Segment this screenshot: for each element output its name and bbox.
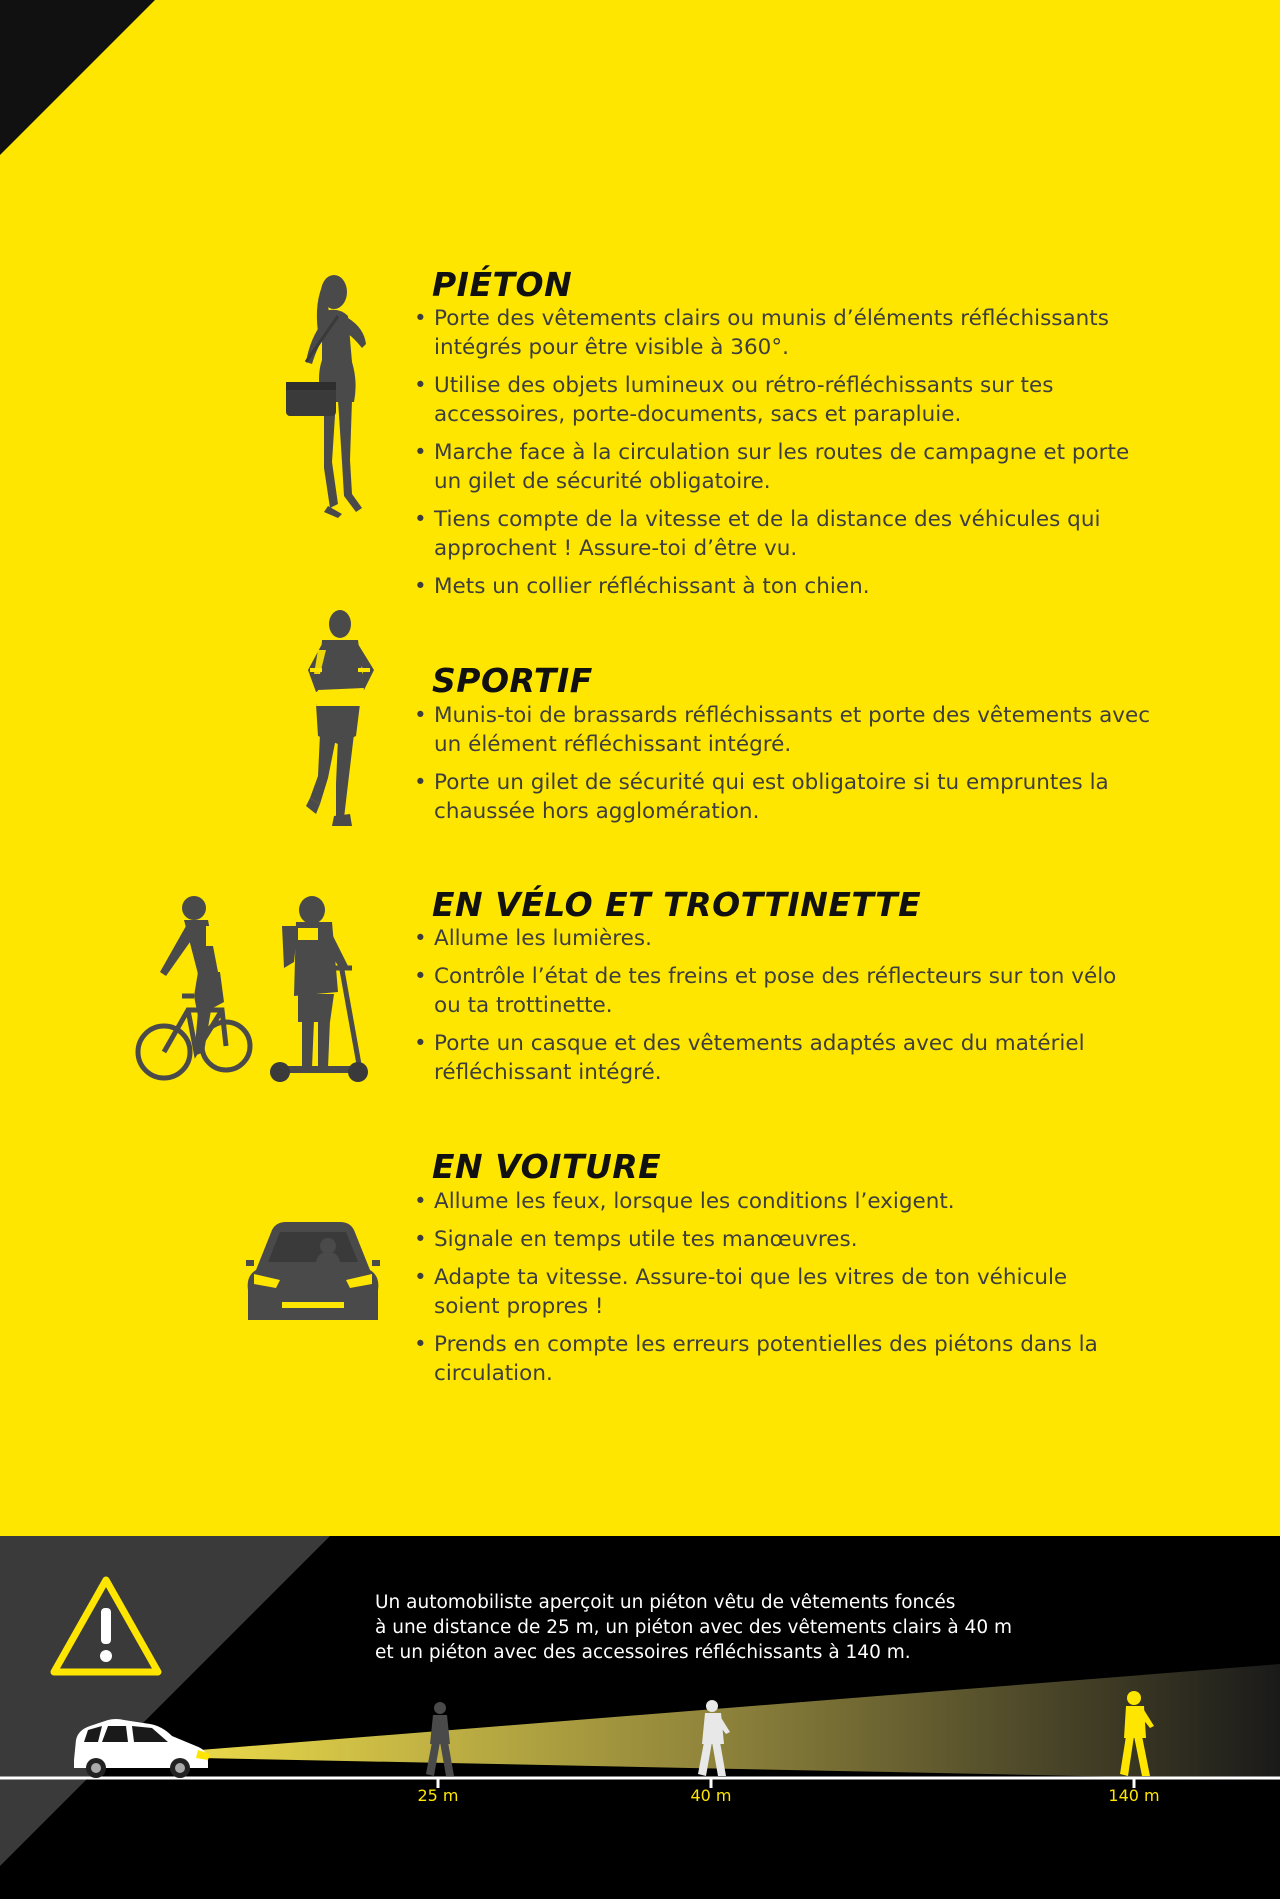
list-item: • Munis-toi de brassards réfléchissants et porte des vêtements avec un élément réfléchissant intégré. bbox=[412, 701, 1172, 759]
voiture-list bbox=[412, 1187, 1132, 1397]
list-item: • Adapte ta vitesse. Assure-toi que les vitres de ton véhicule soient propres ! bbox=[412, 1263, 1132, 1321]
cyclist-scooter-icon bbox=[134, 892, 374, 1096]
reflective-pedestrian-icon bbox=[1114, 1690, 1158, 1778]
distance-label: 140 m bbox=[1108, 1786, 1160, 1805]
visibility-text-line: Un automobiliste aperçoit un piéton vêtu de vêtements foncés bbox=[375, 1592, 956, 1613]
car-front-icon bbox=[246, 1220, 380, 1326]
list-item: • Marche face à la circulation sur les routes de campagne et porte un gilet de sécurité obligatoire. bbox=[412, 438, 1132, 496]
section-title-velo: EN VÉLO ET TROTTINETTE bbox=[432, 885, 922, 924]
section-title-voiture: EN VOITURE bbox=[432, 1147, 662, 1186]
section-title-pieton: PIÉTON bbox=[432, 265, 573, 304]
list-item: • Prends en compte les erreurs potentielles des piétons dans la circulation. bbox=[412, 1330, 1132, 1388]
section-title-sportif: SPORTIF bbox=[432, 661, 593, 700]
visibility-text-line: et un piéton avec des accessoires réfléchissants à 140 m. bbox=[375, 1642, 911, 1663]
list-item: • Allume les feux, lorsque les conditions l’exigent. bbox=[412, 1187, 1132, 1216]
list-item: • Contrôle l’état de tes freins et pose des réflecteurs sur ton vélo ou ta trottinette. bbox=[412, 962, 1132, 1020]
list-item: • Porte un casque et des vêtements adaptés avec du matériel réfléchissant intégré. bbox=[412, 1029, 1132, 1087]
dark-pedestrian-icon bbox=[420, 1700, 460, 1778]
list-item: • Porte des vêtements clairs ou munis d’éléments réfléchissants intégrés pour être visible à 360°. bbox=[412, 304, 1132, 362]
runner-icon bbox=[298, 608, 380, 828]
warning-icon bbox=[48, 1574, 164, 1680]
sportif-list bbox=[412, 701, 1172, 835]
list-item: • Utilise des objets lumineux ou rétro-réfléchissants sur tes accessoires, porte-documents, sacs et parapluie. bbox=[412, 371, 1132, 429]
visibility-text-line: à une distance de 25 m, un piéton avec des vêtements clairs à 40 m bbox=[375, 1617, 1012, 1638]
distance-label: 40 m bbox=[690, 1786, 732, 1805]
list-item: • Porte un gilet de sécurité qui est obligatoire si tu empruntes la chaussée hors agglomération. bbox=[412, 768, 1172, 826]
car-side-icon bbox=[68, 1716, 212, 1780]
list-item: • Mets un collier réfléchissant à ton chien. bbox=[412, 572, 1132, 601]
list-item: • Allume les lumières. bbox=[412, 924, 1132, 953]
pieton-list bbox=[412, 304, 1132, 610]
visibility-text bbox=[375, 1590, 1095, 1665]
corner-decoration bbox=[0, 0, 160, 160]
pedestrian-woman-icon bbox=[278, 272, 374, 518]
light-pedestrian-icon bbox=[694, 1698, 734, 1778]
list-item: • Tiens compte de la vitesse et de la distance des véhicules qui approchent ! Assure-toi d’être vu. bbox=[412, 505, 1132, 563]
velo-list bbox=[412, 924, 1132, 1096]
distance-label: 25 m bbox=[417, 1786, 459, 1805]
list-item: • Signale en temps utile tes manœuvres. bbox=[412, 1225, 1132, 1254]
